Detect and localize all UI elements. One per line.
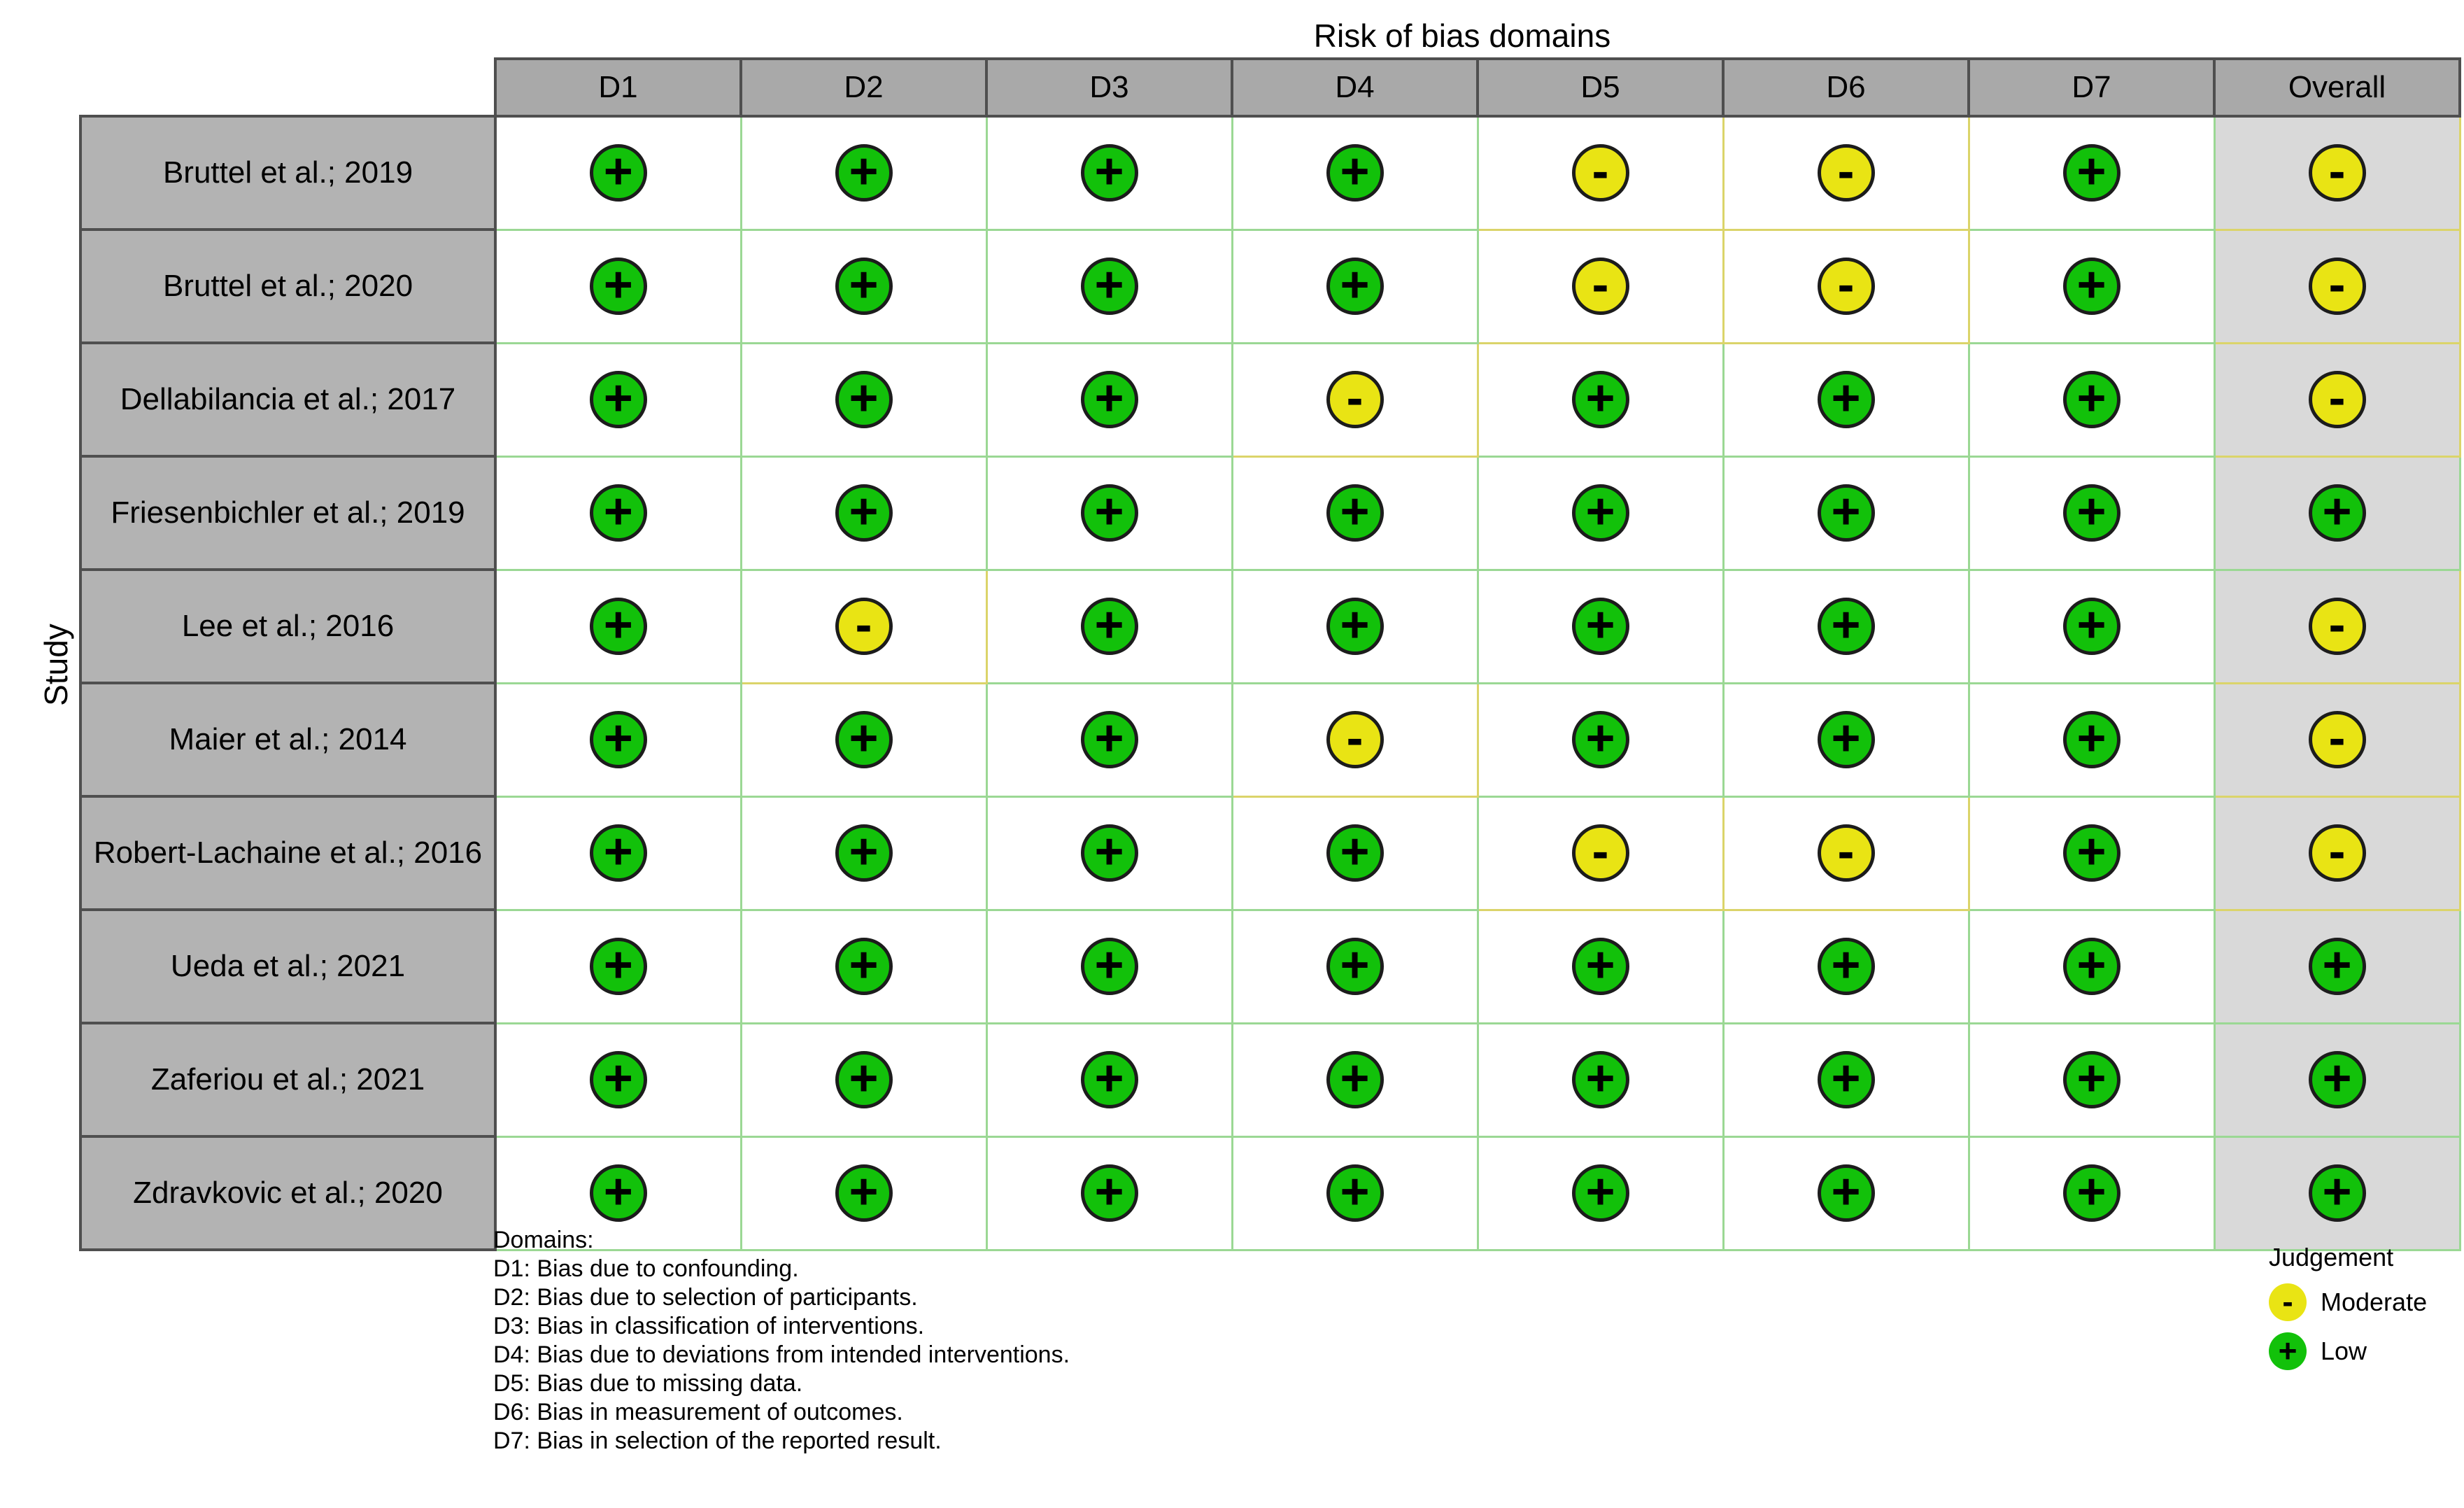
study-name: Zdravkovic et al.; 2020 <box>80 1136 495 1250</box>
low-judgement-icon <box>2063 711 2120 768</box>
plus-symbol: + <box>2076 824 2107 880</box>
judgement-cell-d2 <box>741 1023 986 1136</box>
judgement-cell-overall <box>2214 796 2460 910</box>
judgement-cell-d3 <box>986 570 1232 683</box>
plus-symbol: + <box>849 370 879 426</box>
legend-title: Judgement <box>2269 1243 2394 1271</box>
judgement-cell-d7 <box>1969 910 2214 1023</box>
judgement-cell-d2 <box>741 116 986 230</box>
minus-symbol: - <box>1837 824 1855 880</box>
study-row <box>80 910 2460 1023</box>
minus-symbol: - <box>1837 143 1855 200</box>
low-judgement-icon <box>590 258 647 315</box>
legend-label-moderate: Moderate <box>2321 1288 2428 1316</box>
moderate-judgement-icon <box>1818 144 1875 202</box>
plus-symbol: + <box>2076 484 2107 540</box>
low-judgement-icon <box>1572 484 1629 542</box>
low-judgement-icon <box>1818 598 1875 655</box>
plus-symbol: + <box>2076 710 2107 766</box>
minus-symbol: - <box>1592 257 1609 313</box>
plus-symbol: + <box>603 143 633 200</box>
judgement-cell-d1 <box>495 683 741 796</box>
low-judgement-icon <box>835 144 893 202</box>
low-judgement-icon <box>590 371 647 428</box>
plus-symbol: + <box>2076 937 2107 993</box>
minus-symbol: - <box>2328 257 2346 313</box>
judgement-cell-d1 <box>495 456 741 570</box>
plus-symbol: + <box>849 257 879 313</box>
plus-symbol: + <box>849 710 879 766</box>
moderate-judgement-icon <box>1572 258 1629 315</box>
low-judgement-icon <box>1818 484 1875 542</box>
footnote-line-d2: D2: Bias due to selection of participants. <box>493 1284 918 1311</box>
low-judgement-icon <box>590 144 647 202</box>
judgement-cell-overall <box>2214 230 2460 343</box>
column-header-d4: D4 <box>1232 59 1478 116</box>
low-judgement-icon <box>1572 938 1629 995</box>
plus-symbol: + <box>1831 1164 1861 1220</box>
judgement-cell-d1 <box>495 1023 741 1136</box>
low-judgement-icon <box>2063 1164 2120 1222</box>
plus-symbol: + <box>2322 1050 2352 1106</box>
plus-symbol: + <box>1094 484 1124 540</box>
low-judgement-icon <box>1326 1164 1384 1222</box>
plus-symbol: + <box>2076 370 2107 426</box>
low-judgement-icon <box>590 1164 647 1222</box>
plus-symbol: + <box>1585 1050 1615 1106</box>
low-judgement-icon <box>1326 824 1384 882</box>
minus-symbol: - <box>2328 710 2346 766</box>
low-judgement-icon <box>2063 484 2120 542</box>
plus-symbol: + <box>1831 1050 1861 1106</box>
moderate-judgement-icon <box>1326 371 1384 428</box>
header-row <box>80 59 2460 116</box>
plus-symbol: + <box>849 1164 879 1220</box>
minus-symbol: - <box>2328 370 2346 426</box>
low-judgement-icon <box>835 1051 893 1108</box>
judgement-cell-d4 <box>1232 343 1478 456</box>
judgement-cell-d7 <box>1969 116 2214 230</box>
corner-cell <box>80 59 495 116</box>
judgement-cell-d5 <box>1478 683 1723 796</box>
judgement-cell-d4 <box>1232 910 1478 1023</box>
judgement-cell-d5 <box>1478 343 1723 456</box>
plus-symbol: + <box>1585 484 1615 540</box>
plus-symbol: + <box>603 1050 633 1106</box>
study-name: Robert-Lachaine et al.; 2016 <box>80 796 495 910</box>
study-row <box>80 116 2460 230</box>
judgement-cell-d6 <box>1723 456 1969 570</box>
study-row <box>80 570 2460 683</box>
judgement-cell-d7 <box>1969 683 2214 796</box>
low-judgement-icon <box>835 484 893 542</box>
footnote-line-d6: D6: Bias in measurement of outcomes. <box>493 1399 903 1425</box>
low-judgement-icon <box>2309 484 2366 542</box>
judgement-cell-d1 <box>495 570 741 683</box>
minus-symbol: - <box>1837 257 1855 313</box>
studies-table-body <box>80 116 2460 1250</box>
plus-symbol: + <box>1585 370 1615 426</box>
judgement-cell-d2 <box>741 910 986 1023</box>
low-judgement-icon <box>1081 824 1138 882</box>
moderate-judgement-icon <box>835 598 893 655</box>
minus-symbol: - <box>1346 710 1364 766</box>
plus-symbol: + <box>1340 484 1370 540</box>
plus-symbol: + <box>1094 1164 1124 1220</box>
study-name: Maier et al.; 2014 <box>80 683 495 796</box>
plus-symbol: + <box>603 824 633 880</box>
judgement-cell-d4 <box>1232 116 1478 230</box>
moderate-judgement-icon <box>2309 371 2366 428</box>
moderate-judgement-icon <box>2269 1283 2307 1321</box>
low-judgement-icon <box>590 598 647 655</box>
moderate-judgement-icon <box>2309 144 2366 202</box>
legend-label-low: Low <box>2321 1337 2367 1365</box>
judgement-cell-d4 <box>1232 1136 1478 1250</box>
low-judgement-icon <box>1572 598 1629 655</box>
plus-symbol: + <box>1340 597 1370 653</box>
low-judgement-icon <box>1081 1051 1138 1108</box>
footnote-line-d4: D4: Bias due to deviations from intended interventions. <box>493 1341 1070 1368</box>
low-judgement-icon <box>835 938 893 995</box>
low-judgement-icon <box>1081 144 1138 202</box>
minus-symbol: - <box>2328 597 2346 653</box>
plus-symbol: + <box>2076 257 2107 313</box>
low-judgement-icon <box>590 711 647 768</box>
moderate-judgement-icon <box>1818 824 1875 882</box>
low-judgement-icon <box>1326 1051 1384 1108</box>
judgement-cell-d7 <box>1969 456 2214 570</box>
judgement-cell-overall <box>2214 456 2460 570</box>
study-row <box>80 343 2460 456</box>
judgement-cell-d3 <box>986 230 1232 343</box>
judgement-cell-d3 <box>986 343 1232 456</box>
judgement-cell-d4 <box>1232 796 1478 910</box>
plus-symbol: + <box>603 484 633 540</box>
low-judgement-icon <box>1326 938 1384 995</box>
domains-footnote <box>493 1226 1070 1456</box>
plus-symbol: + <box>1340 257 1370 313</box>
judgement-cell-d5 <box>1478 116 1723 230</box>
judgement-cell-d3 <box>986 1023 1232 1136</box>
plus-symbol: + <box>1831 370 1861 426</box>
plus-symbol: + <box>1585 710 1615 766</box>
footnote-line-d1: D1: Bias due to confounding. <box>493 1255 799 1282</box>
legend-entry-moderate <box>2269 1283 2427 1321</box>
plus-symbol: + <box>1094 824 1124 880</box>
low-judgement-icon <box>835 258 893 315</box>
moderate-judgement-icon <box>2309 711 2366 768</box>
low-judgement-icon <box>2063 371 2120 428</box>
low-judgement-icon <box>2309 938 2366 995</box>
footnote-line-d3: D3: Bias in classification of interventions. <box>493 1313 925 1339</box>
study-name: Bruttel et al.; 2020 <box>80 230 495 343</box>
judgement-cell-d1 <box>495 343 741 456</box>
plus-symbol: + <box>849 937 879 993</box>
plus-symbol: + <box>1585 937 1615 993</box>
plus-symbol: + <box>1585 1164 1615 1220</box>
footnote-line-d7: D7: Bias in selection of the reported result. <box>493 1428 942 1454</box>
judgement-cell-d6 <box>1723 116 1969 230</box>
low-judgement-icon <box>1326 598 1384 655</box>
judgement-cell-d5 <box>1478 910 1723 1023</box>
plus-symbol: + <box>2278 1332 2297 1369</box>
plus-symbol: + <box>2076 597 2107 653</box>
judgement-cell-d2 <box>741 796 986 910</box>
study-name: Friesenbichler et al.; 2019 <box>80 456 495 570</box>
plus-symbol: + <box>2322 484 2352 540</box>
low-judgement-icon <box>2269 1332 2307 1370</box>
plus-symbol: + <box>603 1164 633 1220</box>
judgement-cell-overall <box>2214 570 2460 683</box>
plus-symbol: + <box>603 597 633 653</box>
plus-symbol: + <box>1340 937 1370 993</box>
judgement-cell-d6 <box>1723 910 1969 1023</box>
plus-symbol: + <box>1094 143 1124 200</box>
plus-symbol: + <box>1340 824 1370 880</box>
plus-symbol: + <box>1094 597 1124 653</box>
low-judgement-icon <box>1326 144 1384 202</box>
plus-symbol: + <box>1340 1050 1370 1106</box>
judgement-cell-d7 <box>1969 1023 2214 1136</box>
study-name: Zaferiou et al.; 2021 <box>80 1023 495 1136</box>
plus-symbol: + <box>1094 257 1124 313</box>
minus-symbol: - <box>2282 1283 2293 1320</box>
low-judgement-icon <box>1818 938 1875 995</box>
low-judgement-icon <box>835 711 893 768</box>
column-header-d5: D5 <box>1478 59 1723 116</box>
traffic-light-table <box>79 57 2461 1251</box>
plus-symbol: + <box>849 824 879 880</box>
plus-symbol: + <box>603 257 633 313</box>
study-row <box>80 456 2460 570</box>
judgement-cell-d2 <box>741 230 986 343</box>
plus-symbol: + <box>1831 597 1861 653</box>
judgement-cell-d1 <box>495 796 741 910</box>
judgement-cell-d1 <box>495 910 741 1023</box>
plus-symbol: + <box>1094 1050 1124 1106</box>
low-judgement-icon <box>2063 258 2120 315</box>
judgement-cell-d4 <box>1232 1023 1478 1136</box>
judgement-cell-d2 <box>741 343 986 456</box>
study-name: Lee et al.; 2016 <box>80 570 495 683</box>
judgement-cell-d7 <box>1969 796 2214 910</box>
moderate-judgement-icon <box>1572 824 1629 882</box>
judgement-cell-d6 <box>1723 230 1969 343</box>
low-judgement-icon <box>1572 371 1629 428</box>
plus-symbol: + <box>603 370 633 426</box>
low-judgement-icon <box>2309 1164 2366 1222</box>
low-judgement-icon <box>1818 1164 1875 1222</box>
moderate-judgement-icon <box>2309 824 2366 882</box>
plus-symbol: + <box>1094 937 1124 993</box>
judgement-cell-d5 <box>1478 1136 1723 1250</box>
low-judgement-icon <box>2063 824 2120 882</box>
plus-symbol: + <box>2076 143 2107 200</box>
y-axis-label: Study <box>38 623 74 706</box>
judgement-cell-d3 <box>986 116 1232 230</box>
judgement-cell-d6 <box>1723 1136 1969 1250</box>
footnote-line-d5: D5: Bias due to missing data. <box>493 1370 803 1397</box>
study-name: Ueda et al.; 2021 <box>80 910 495 1023</box>
plus-symbol: + <box>2076 1164 2107 1220</box>
low-judgement-icon <box>590 824 647 882</box>
plus-symbol: + <box>2322 1164 2352 1220</box>
low-judgement-icon <box>1326 484 1384 542</box>
low-judgement-icon <box>835 371 893 428</box>
column-header-d7: D7 <box>1969 59 2214 116</box>
judgement-cell-d3 <box>986 796 1232 910</box>
judgement-cell-d4 <box>1232 230 1478 343</box>
moderate-judgement-icon <box>2309 258 2366 315</box>
footnote-heading: Domains: <box>493 1227 594 1253</box>
minus-symbol: - <box>2328 824 2346 880</box>
study-row <box>80 1136 2460 1250</box>
judgement-cell-d6 <box>1723 683 1969 796</box>
minus-symbol: - <box>1346 370 1364 426</box>
plus-symbol: + <box>603 710 633 766</box>
judgement-cell-d1 <box>495 116 741 230</box>
plus-symbol: + <box>2322 937 2352 993</box>
judgement-cell-overall <box>2214 910 2460 1023</box>
plus-symbol: + <box>849 1050 879 1106</box>
judgement-cell-d7 <box>1969 230 2214 343</box>
minus-symbol: - <box>2328 143 2346 200</box>
judgement-cell-overall <box>2214 343 2460 456</box>
plus-symbol: + <box>849 143 879 200</box>
plus-symbol: + <box>1340 1164 1370 1220</box>
moderate-judgement-icon <box>2309 598 2366 655</box>
judgement-cell-d6 <box>1723 570 1969 683</box>
judgement-cell-d2 <box>741 570 986 683</box>
moderate-judgement-icon <box>1572 144 1629 202</box>
judgement-cell-d5 <box>1478 1023 1723 1136</box>
plus-symbol: + <box>1831 710 1861 766</box>
plus-symbol: + <box>1585 597 1615 653</box>
judgement-cell-d2 <box>741 683 986 796</box>
low-judgement-icon <box>1081 711 1138 768</box>
judgement-cell-d6 <box>1723 796 1969 910</box>
low-judgement-icon <box>590 938 647 995</box>
judgement-legend <box>2269 1243 2427 1370</box>
plus-symbol: + <box>1094 710 1124 766</box>
moderate-judgement-icon <box>1818 258 1875 315</box>
low-judgement-icon <box>2063 938 2120 995</box>
judgement-cell-d4 <box>1232 683 1478 796</box>
plus-symbol: + <box>603 937 633 993</box>
study-row <box>80 683 2460 796</box>
study-name: Dellabilancia et al.; 2017 <box>80 343 495 456</box>
low-judgement-icon <box>1572 711 1629 768</box>
chart-title: Risk of bias domains <box>1313 17 1611 54</box>
judgement-cell-overall <box>2214 1023 2460 1136</box>
low-judgement-icon <box>1081 598 1138 655</box>
judgement-cell-d6 <box>1723 1023 1969 1136</box>
low-judgement-icon <box>835 824 893 882</box>
plus-symbol: + <box>1340 143 1370 200</box>
study-row <box>80 796 2460 910</box>
judgement-cell-d1 <box>495 230 741 343</box>
judgement-cell-d5 <box>1478 570 1723 683</box>
judgement-cell-d7 <box>1969 570 2214 683</box>
judgement-cell-d5 <box>1478 456 1723 570</box>
low-judgement-icon <box>2063 1051 2120 1108</box>
judgement-cell-d3 <box>986 910 1232 1023</box>
low-judgement-icon <box>1081 371 1138 428</box>
plus-symbol: + <box>2076 1050 2107 1106</box>
low-judgement-icon <box>590 484 647 542</box>
judgement-cell-d3 <box>986 456 1232 570</box>
moderate-judgement-icon <box>1326 711 1384 768</box>
plus-symbol: + <box>1831 937 1861 993</box>
low-judgement-icon <box>1818 371 1875 428</box>
judgement-cell-d6 <box>1723 343 1969 456</box>
plus-symbol: + <box>1094 370 1124 426</box>
low-judgement-icon <box>1081 484 1138 542</box>
low-judgement-icon <box>2309 1051 2366 1108</box>
study-row <box>80 1023 2460 1136</box>
study-name: Bruttel et al.; 2019 <box>80 116 495 230</box>
column-header-overall: Overall <box>2214 59 2460 116</box>
judgement-cell-d7 <box>1969 1136 2214 1250</box>
study-row <box>80 230 2460 343</box>
column-header-d6: D6 <box>1723 59 1969 116</box>
judgement-cell-overall <box>2214 1136 2460 1250</box>
minus-symbol: - <box>855 597 872 653</box>
low-judgement-icon <box>1081 258 1138 315</box>
low-judgement-icon <box>1818 711 1875 768</box>
column-header-d1: D1 <box>495 59 741 116</box>
low-judgement-icon <box>2063 598 2120 655</box>
judgement-cell-d4 <box>1232 456 1478 570</box>
low-judgement-icon <box>2063 144 2120 202</box>
low-judgement-icon <box>835 1164 893 1222</box>
judgement-cell-overall <box>2214 683 2460 796</box>
judgement-cell-overall <box>2214 116 2460 230</box>
low-judgement-icon <box>1572 1164 1629 1222</box>
low-judgement-icon <box>590 1051 647 1108</box>
low-judgement-icon <box>1572 1051 1629 1108</box>
column-header-d3: D3 <box>986 59 1232 116</box>
judgement-cell-d5 <box>1478 230 1723 343</box>
judgement-cell-d3 <box>986 683 1232 796</box>
low-judgement-icon <box>1818 1051 1875 1108</box>
judgement-cell-d4 <box>1232 570 1478 683</box>
judgement-cell-d2 <box>741 456 986 570</box>
plus-symbol: + <box>849 484 879 540</box>
minus-symbol: - <box>1592 824 1609 880</box>
low-judgement-icon <box>1081 1164 1138 1222</box>
plus-symbol: + <box>1831 484 1861 540</box>
judgement-cell-d7 <box>1969 343 2214 456</box>
judgement-cell-d5 <box>1478 796 1723 910</box>
column-header-d2: D2 <box>741 59 986 116</box>
legend-entry-low <box>2269 1332 2427 1370</box>
low-judgement-icon <box>1081 938 1138 995</box>
minus-symbol: - <box>1592 143 1609 200</box>
low-judgement-icon <box>1326 258 1384 315</box>
